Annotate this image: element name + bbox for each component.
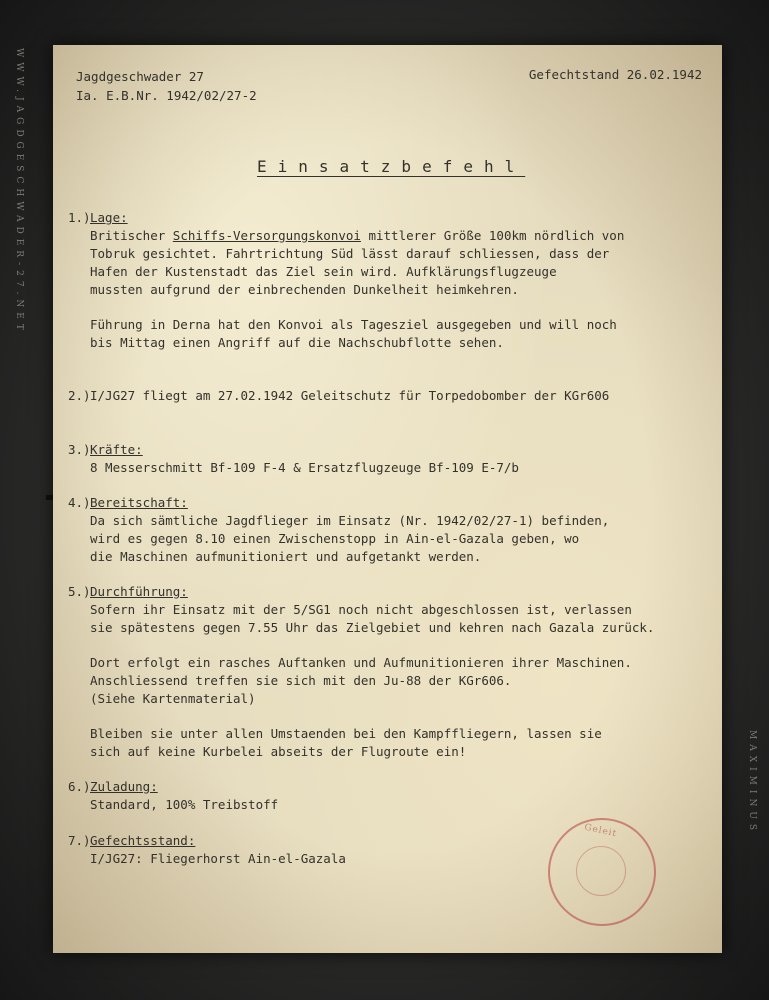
text-line: die Maschinen aufmunitioniert und aufgetankt werden. xyxy=(90,549,482,564)
text-line: bis Mittag einen Angriff auf die Nachschubflotte sehen. xyxy=(90,335,504,350)
text-line: (Siehe Kartenmaterial) xyxy=(90,691,256,706)
unit-name: Jagdgeschwader 27 xyxy=(76,69,204,84)
section-zuladung xyxy=(68,778,278,814)
section-text: I/JG27 fliegt am 27.02.1942 Geleitschutz für Torpedobomber der KGr606 xyxy=(90,388,610,403)
section-number: 6.) xyxy=(68,779,91,794)
frame-left-text: WWW.JAGDGESCHWADER-27.NET xyxy=(14,48,24,335)
section-heading: Gefechtsstand: xyxy=(90,833,196,848)
section-lage xyxy=(68,209,624,352)
text-line: 8 Messerschmitt Bf-109 F-4 & Ersatzflugzeuge Bf-109 E-7/b xyxy=(90,460,519,475)
section-bereitschaft xyxy=(68,494,609,566)
document-paper xyxy=(53,45,722,953)
text-line: mussten aufgrund der einbrechenden Dunkelheit heimkehren. xyxy=(90,282,519,297)
text-line: Da sich sämtliche Jagdflieger im Einsatz (Nr. 1942/02/27-1) befinden, xyxy=(90,513,610,528)
section-number: 3.) xyxy=(68,442,91,457)
text-line: sich auf keine Kurbelei abseits der Flugroute ein! xyxy=(90,744,467,759)
section-kraefte xyxy=(68,441,519,477)
section-heading: Bereitschaft: xyxy=(90,495,188,510)
frame-right-text: MAXIMINUS xyxy=(747,730,757,836)
section-heading: Kräfte: xyxy=(90,442,143,457)
text-line: Bleiben sie unter allen Umstaenden bei den Kampffliegern, lassen sie xyxy=(90,726,602,741)
section-heading: Zuladung: xyxy=(90,779,158,794)
location-date: Gefechtstand 26.02.1942 xyxy=(528,67,702,82)
text-line: Führung in Derna hat den Konvoi als Tagesziel ausgegeben und will noch xyxy=(90,317,617,332)
stamp-text: Geleit xyxy=(583,822,618,840)
section-heading: Lage: xyxy=(90,210,128,225)
text-line: sie spätestens gegen 7.55 Uhr das Zielgebiet und kehren nach Gazala zurück. xyxy=(90,620,655,635)
text-line: Hafen der Kustenstadt das Ziel sein wird. Aufklärungsflugzeuge xyxy=(90,264,557,279)
section-gefechtsstand xyxy=(68,832,346,868)
text-line: Standard, 100% Treibstoff xyxy=(90,797,279,812)
section-number: 2.) xyxy=(68,388,91,403)
section-number: 4.) xyxy=(68,495,91,510)
text-line: Anschliessend treffen sie sich mit den Ju-88 der KGr606. xyxy=(90,673,512,688)
section-number: 1.) xyxy=(68,210,91,225)
text-line: Sofern ihr Einsatz mit der 5/SG1 noch nicht abgeschlossen ist, verlassen xyxy=(90,602,632,617)
document-title: Einsatzbefehl xyxy=(257,157,526,176)
section-number: 5.) xyxy=(68,584,91,599)
text-line: I/JG27: Fliegerhorst Ain-el-Gazala xyxy=(90,851,346,866)
underlined-term: Schiffs-Versorgungskonvoi xyxy=(172,228,361,243)
official-stamp xyxy=(548,818,656,926)
text-line: Tobruk gesichtet. Fahrtrichtung Süd lässt darauf schliessen, dass der xyxy=(90,246,610,261)
text-line: Britischer Schiffs-Versorgungskonvoi mittlerer Größe 100km nördlich von xyxy=(90,228,625,243)
section-number: 7.) xyxy=(68,833,91,848)
reference-number: Ia. E.B.Nr. 1942/02/27-2 xyxy=(76,88,257,103)
section-heading: Durchführung: xyxy=(90,584,188,599)
text-line: wird es gegen 8.10 einen Zwischenstopp in Ain-el-Gazala geben, wo xyxy=(90,531,580,546)
section-durchfuehrung xyxy=(68,583,654,761)
section-geleitschutz xyxy=(68,387,609,405)
text-line: Dort erfolgt ein rasches Auftanken und Aufmunitionieren ihrer Maschinen. xyxy=(90,655,632,670)
header-left xyxy=(76,67,257,105)
